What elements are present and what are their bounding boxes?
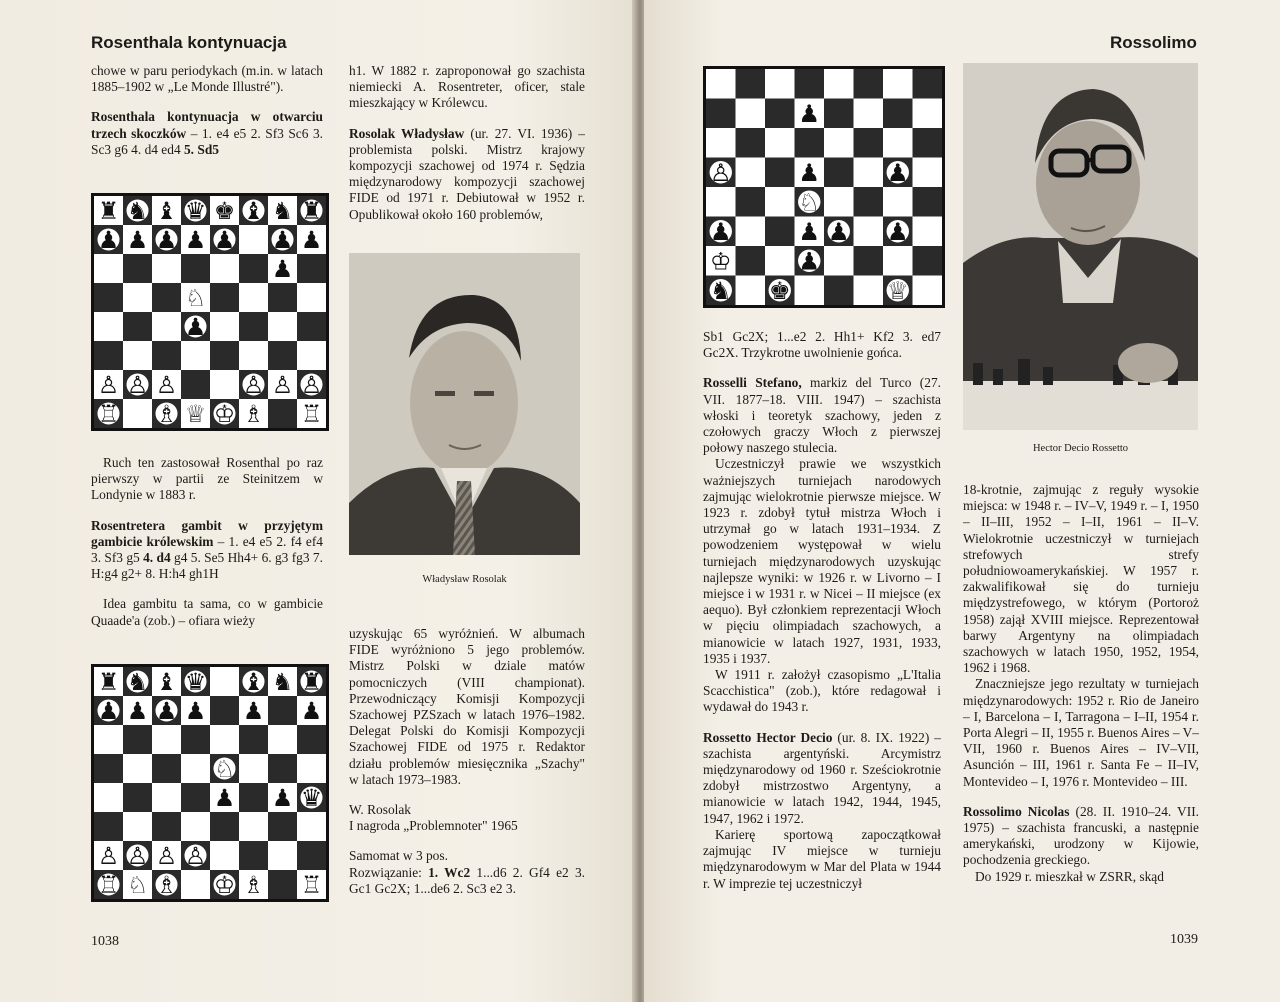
white-rook-icon: ♖: [300, 400, 323, 428]
black-king-icon: ♚: [768, 277, 791, 305]
black-pawn-icon: ♟: [184, 697, 207, 726]
paragraph: chowe w paru periodykach (m.in. w latach 1885–1902 w „Le Monde Illustré").: [91, 63, 323, 95]
entry-heading: Rossolimo Nicolas: [963, 803, 1070, 819]
board-square: [824, 246, 854, 276]
entry-rosselli: [703, 375, 941, 456]
paragraph: Ruch ten zastosował Rosenthal po raz pierwszy w partii ze Steinitzem w Londynie w 1883 r.: [91, 455, 323, 503]
board-square: [297, 312, 326, 341]
left-column-1b: [91, 455, 323, 629]
board-square: [297, 283, 326, 312]
entry-text: (ur. 8. IX. 1922) – szachista argentyński. Arcymistrz międzynarodowy od 1960 r. Sześciokrotnie zdobył mistrzostwo Argentyny, a mianowicie w latach 1942, 1944, 1945, 1947, 1962 i 1972.: [703, 729, 942, 826]
white-queen-icon: ♕: [184, 400, 207, 428]
board-square: [239, 283, 268, 312]
board-square: [152, 254, 181, 283]
portrait-photo-rosolak: [349, 253, 580, 555]
entry-rossolimo: [963, 804, 1199, 869]
black-pawn-icon: ♟: [97, 226, 120, 255]
black-pawn-icon: ♟: [798, 218, 821, 247]
white-pawn-icon: ♙: [300, 371, 323, 400]
board-square: [854, 158, 884, 188]
white-pawn-icon: ♙: [155, 371, 178, 400]
black-pawn-icon: ♟: [184, 226, 207, 255]
board-square: [123, 754, 152, 783]
black-rook-icon: ♜: [97, 197, 120, 226]
board-square: [239, 812, 268, 841]
board-square: [181, 870, 210, 899]
white-knight-icon: ♘: [213, 755, 236, 784]
white-bishop-icon: ♗: [242, 400, 265, 428]
white-pawn-icon: ♙: [184, 842, 207, 871]
paragraph: Idea gambitu ta sama, co w gambicie Quaade'a (zob.) – ofiara wieży: [91, 596, 323, 628]
board-square: [181, 341, 210, 370]
board-square: [854, 187, 884, 217]
left-page: [0, 0, 636, 1002]
board-square: [824, 276, 854, 306]
solution-text: 1...d6 2. Gf4 e2 3. Gc1 Gc2X; 1...de6 2. Sc3 e2 3.: [349, 864, 585, 896]
board-square: [181, 783, 210, 812]
white-pawn-icon: ♙: [242, 371, 265, 400]
white-pawn-icon: ♙: [709, 159, 732, 188]
board-square: [152, 812, 181, 841]
board-square: [824, 69, 854, 99]
board-square: [706, 128, 736, 158]
left-column-2: [349, 63, 585, 223]
paragraph: uzyskując 65 wyróżnień. W albumach FIDE wyróżniono 5 jego problemów. Mistrz Polski w dziale matów pomocniczych (VIII championat). Przewodniczący Komisji Kompozycji Szachowej PZSzach w latach 1976–1982. Delegat Polski do Komisji Kompozycji Szachowej FIDE od 1975 r. Redaktor działu problemów miesięcznika „Szachy" w latach 1973–1983.: [349, 626, 585, 787]
black-rook-icon: ♜: [300, 197, 323, 226]
board-square: [210, 341, 239, 370]
chess-diagram-rosenthal: [91, 193, 329, 431]
white-bishop-icon: ♗: [242, 871, 265, 899]
board-square: [736, 187, 766, 217]
board-square: [268, 841, 297, 870]
entry-text: (ur. 27. VI. 1936) – problemista polski. Mistrz krajowy kompozycji szachowej od 1974 r. Sędzia międzynarodowy kompozycji szachowej FIDE od 1971 r. Debiutował w 1952 r. Opublikował około 160 problemów,: [349, 125, 585, 222]
board-square: [854, 99, 884, 129]
board-square: [913, 217, 943, 247]
board-square: [736, 276, 766, 306]
black-knight-icon: ♞: [709, 277, 732, 305]
board-square: [123, 399, 152, 428]
board-square: [181, 254, 210, 283]
board-square: [795, 69, 825, 99]
entry-heading: Rosolak Władysław: [349, 125, 465, 141]
black-pawn-icon: ♟: [271, 255, 294, 284]
board-square: [824, 187, 854, 217]
black-pawn-icon: ♟: [798, 100, 821, 129]
entry-rosolak: [349, 126, 585, 223]
board-square: [795, 276, 825, 306]
paragraph: Sb1 Gc2X; 1...e2 2. Hh1+ Kf2 3. ed7 Gc2X. Trzykrotne uwolnienie gońca.: [703, 329, 941, 361]
entry-text: – 1. e4 e5 2. f4 ef4 3. Sf3 g5: [91, 533, 323, 566]
board-square: [181, 370, 210, 399]
board-square: [765, 99, 795, 129]
board-square: [239, 254, 268, 283]
board-square: [883, 128, 913, 158]
white-king-icon: ♔: [709, 247, 732, 276]
board-square: [94, 812, 123, 841]
board-square: [268, 725, 297, 754]
board-square: [795, 128, 825, 158]
board-square: [268, 754, 297, 783]
board-square: [152, 754, 181, 783]
black-knight-icon: ♞: [126, 668, 149, 697]
board-square: [913, 128, 943, 158]
board-square: [854, 246, 884, 276]
board-square: [152, 312, 181, 341]
page-number-right: 1039: [1170, 932, 1198, 947]
black-pawn-icon: ♟: [300, 697, 323, 726]
board-square: [152, 341, 181, 370]
entry-text: g4 5. Se5 Hh4+ 6. g3 fg3 7. H:g4 g2+ 8. H:h4 gh1H: [91, 550, 323, 582]
black-pawn-icon: ♟: [300, 226, 323, 255]
board-square: [765, 128, 795, 158]
black-pawn-icon: ♟: [184, 313, 207, 342]
black-pawn-icon: ♟: [97, 697, 120, 726]
white-rook-icon: ♖: [97, 871, 120, 899]
board-square: [94, 725, 123, 754]
board-square: [94, 254, 123, 283]
white-pawn-icon: ♙: [126, 842, 149, 871]
left-running-header: Rosenthala kontynuacja: [91, 33, 287, 52]
white-pawn-icon: ♙: [126, 371, 149, 400]
black-bishop-icon: ♝: [155, 668, 178, 697]
white-pawn-icon: ♙: [97, 371, 120, 400]
board-square: [210, 370, 239, 399]
board-square: [268, 341, 297, 370]
board-square: [152, 725, 181, 754]
board-square: [736, 217, 766, 247]
right-page: [644, 0, 1280, 1002]
entry-rosenthal: [91, 109, 323, 158]
board-square: [706, 69, 736, 99]
board-square: [883, 69, 913, 99]
board-square: [239, 312, 268, 341]
chess-diagram-rosentreter: [91, 664, 329, 902]
entry-text: (28. II. 1910–24. VII. 1975) – szachista francuski, a następnie amerykański, urodzony w Kijowie, pochodzenia greckiego.: [963, 803, 1199, 868]
white-rook-icon: ♖: [300, 871, 323, 899]
entry-heading: Rosselli Stefano,: [703, 375, 802, 391]
white-queen-icon: ♕: [886, 277, 909, 305]
black-bishop-icon: ♝: [242, 668, 265, 697]
board-square: [210, 312, 239, 341]
board-square: [239, 754, 268, 783]
board-square: [913, 276, 943, 306]
board-square: [123, 812, 152, 841]
black-knight-icon: ♞: [126, 197, 149, 226]
portrait-photo-rossetto: [963, 63, 1198, 430]
board-square: [210, 254, 239, 283]
board-square: [210, 841, 239, 870]
black-pawn-icon: ♟: [126, 697, 149, 726]
board-square: [765, 158, 795, 188]
board-square: [913, 99, 943, 129]
entry-text-bold: 4. d4: [143, 550, 171, 566]
board-square: [94, 783, 123, 812]
entry-text: – 1. e4 e5 2. Sf3 Sc6 3. Sc3 g6 4. d4 ed4: [91, 125, 323, 157]
paragraph: Uczestniczył prawie we wszystkich ważniejszych turniejach narodowych zajmując wielokrotnie pierwsze miejsce. W 1923 r. zdobył tytuł mistrza Włoch i utrzymał go w latach 1931–1934. Z powodzeniem występował w wielu turniejach międzynarodowych uzyskując najlepsze wyniki: w 1926 r. w Livorno – I miejsce i w 1931 r. w Nicei – II miejsce (ex aequo). Był członkiem reprezentacji Włoch w pięciu olimpiadach szachowych, a mianowicie w latach 1927, 1931, 1933, 1935 i 1937.: [703, 456, 941, 666]
solution-key-move: 1. Wc2: [428, 864, 471, 880]
board-square: [123, 254, 152, 283]
white-king-icon: ♔: [213, 400, 236, 428]
left-column-2b: [349, 626, 585, 897]
board-square: [765, 246, 795, 276]
entry-rossetto: [703, 730, 941, 827]
board-square: [268, 696, 297, 725]
board-square: [297, 725, 326, 754]
entry-heading: Rosentretera gambit w przyjętym gambicie królewskim: [91, 517, 323, 549]
black-pawn-icon: ♟: [126, 226, 149, 255]
white-pawn-icon: ♙: [155, 842, 178, 871]
board-square: [94, 312, 123, 341]
black-pawn-icon: ♟: [886, 159, 909, 188]
photo-caption-rossetto: Hector Decio Rossetto: [1032, 443, 1129, 454]
board-square: [736, 128, 766, 158]
black-rook-icon: ♜: [97, 668, 120, 697]
photo-caption-rosolak: Władysław Rosolak: [422, 574, 507, 585]
board-square: [883, 99, 913, 129]
right-running-header: Rossolimo: [1110, 33, 1197, 52]
board-square: [123, 783, 152, 812]
board-square: [152, 783, 181, 812]
board-square: [268, 870, 297, 899]
white-knight-icon: ♘: [798, 188, 821, 217]
board-square: [765, 69, 795, 99]
white-pawn-icon: ♙: [97, 842, 120, 871]
board-square: [824, 128, 854, 158]
board-square: [239, 341, 268, 370]
paragraph: 18-krotnie, zajmując z reguły wysokie miejsca: w 1948 r. – IV–V, 1949 r. – I, 1950 – II–III, 1952 – I–II, 1961 – II–V. Wielokrotnie uczestniczył w turniejach strefowych strefy południowoamerykańskiej. W 1957 r. zakwalifikował się do turnieju międzystrefowego, w którym (Portoroż 1958) zajął XVIII miejsce. Reprezentował barwy Argentyny na olimpiadach szachowych w latach 1950, 1952, 1954, 1962 i 1968.: [963, 482, 1199, 676]
board-square: [765, 187, 795, 217]
board-square: [210, 812, 239, 841]
board-square: [268, 812, 297, 841]
board-square: [210, 696, 239, 725]
board-square: [239, 783, 268, 812]
black-pawn-icon: ♟: [242, 697, 265, 726]
paragraph: h1. W 1882 r. zaproponował go szachista niemiecki A. Rosentreter, oficer, stale mieszkający w Królewcu.: [349, 63, 585, 111]
board-square: [297, 341, 326, 370]
black-pawn-icon: ♟: [886, 218, 909, 247]
black-pawn-icon: ♟: [155, 697, 178, 726]
white-bishop-icon: ♗: [155, 400, 178, 428]
problem-solution: [349, 865, 585, 897]
paragraph: W 1911 r. założył czasopismo „L'Italia Scacchistica" (zob.), które redagował i wydawał do 1943 r.: [703, 667, 941, 715]
board-square: [736, 158, 766, 188]
black-knight-icon: ♞: [271, 668, 294, 697]
board-square: [883, 246, 913, 276]
chess-diagram-problem: [703, 66, 945, 308]
board-square: [152, 283, 181, 312]
board-square: [854, 69, 884, 99]
black-pawn-icon: ♟: [213, 784, 236, 813]
black-bishop-icon: ♝: [155, 197, 178, 226]
board-square: [854, 128, 884, 158]
board-square: [913, 69, 943, 99]
board-square: [94, 283, 123, 312]
problem-award: I nagroda „Problemnoter" 1965: [349, 818, 518, 834]
board-square: [297, 754, 326, 783]
white-bishop-icon: ♗: [155, 871, 178, 899]
problem-stipulation: Samomat w 3 pos.: [349, 848, 448, 864]
left-column-1: [91, 63, 323, 158]
board-square: [239, 225, 268, 254]
board-square: [123, 725, 152, 754]
black-queen-icon: ♛: [184, 197, 207, 226]
board-square: [268, 283, 297, 312]
board-square: [297, 812, 326, 841]
right-column-2: [963, 482, 1199, 885]
board-square: [123, 341, 152, 370]
white-knight-icon: ♘: [184, 284, 207, 313]
board-square: [297, 841, 326, 870]
black-queen-icon: ♛: [300, 784, 323, 813]
board-square: [123, 312, 152, 341]
black-pawn-icon: ♟: [827, 218, 850, 247]
board-square: [824, 158, 854, 188]
board-square: [736, 69, 766, 99]
board-square: [854, 217, 884, 247]
board-square: [239, 725, 268, 754]
board-square: [297, 254, 326, 283]
board-square: [736, 246, 766, 276]
chess-board: [706, 69, 942, 305]
black-pawn-icon: ♟: [213, 226, 236, 255]
white-king-icon: ♔: [213, 871, 236, 899]
board-square: [854, 276, 884, 306]
paragraph: Do 1929 r. mieszkał w ZSRR, skąd: [975, 868, 1164, 884]
entry-heading: Rosenthala kontynuacja w otwarciu trzech skoczków: [91, 109, 323, 141]
board-square: [181, 754, 210, 783]
page-number-left: 1038: [91, 934, 119, 949]
board-square: [210, 283, 239, 312]
board-square: [210, 725, 239, 754]
board-square: [268, 312, 297, 341]
paragraph: Znaczniejsze jego rezultaty w turniejach międzynarodowych: 1952 r. Rio de Janeiro – I, Barcelona – I, Tarragona – I–II, 1954 r. Porta Alegri – II, 1955 r. Buenos Aires – V–VII, 1960 r. Buenos Aires – IV–VII, Asunción – III, 1961 r. Santa Fe – II–IV, Montevideo – I, 1976 r. Montevideo – III.: [963, 676, 1199, 789]
paragraph: Karierę sportową zapoczątkował zajmując IV miejsce w turnieju międzynarodowym w Mar del Plata w 1944 r. W imprezie tej uczestniczył: [703, 826, 941, 891]
black-king-icon: ♚: [213, 197, 236, 226]
black-pawn-icon: ♟: [271, 784, 294, 813]
board-square: [765, 217, 795, 247]
black-rook-icon: ♜: [300, 668, 323, 697]
chess-board: [94, 667, 326, 899]
board-square: [181, 725, 210, 754]
solution-label: Rozwiązanie:: [349, 864, 429, 880]
black-queen-icon: ♛: [184, 668, 207, 697]
chess-board: [94, 196, 326, 428]
black-knight-icon: ♞: [271, 197, 294, 226]
white-rook-icon: ♖: [97, 400, 120, 428]
board-square: [706, 187, 736, 217]
right-column-1: [703, 329, 941, 892]
black-pawn-icon: ♟: [271, 226, 294, 255]
board-square: [239, 841, 268, 870]
black-bishop-icon: ♝: [242, 197, 265, 226]
board-square: [94, 341, 123, 370]
board-square: [706, 99, 736, 129]
board-square: [123, 283, 152, 312]
board-square: [824, 99, 854, 129]
black-pawn-icon: ♟: [798, 159, 821, 188]
entry-text: markiz del Turco (27. VII. 1877–18. VIII. 1947) – szachista włoski i teoretyk szachowy, jeden z czołowych graczy Włoch z pierwszej połowy naszego stulecia.: [703, 375, 941, 456]
board-square: [913, 158, 943, 188]
entry-text-bold: 5. Sd5: [183, 141, 219, 157]
board-square: [94, 754, 123, 783]
white-pawn-icon: ♙: [271, 371, 294, 400]
board-square: [210, 667, 239, 696]
board-square: [181, 812, 210, 841]
board-square: [736, 99, 766, 129]
board-square: [913, 187, 943, 217]
black-pawn-icon: ♟: [709, 218, 732, 247]
white-knight-icon: ♘: [126, 871, 149, 899]
entry-heading: Rossetto Hector Decio: [703, 729, 833, 745]
problem-author: W. Rosolak: [349, 802, 411, 818]
board-square: [883, 187, 913, 217]
board-square: [913, 246, 943, 276]
board-square: [268, 399, 297, 428]
black-pawn-icon: ♟: [798, 247, 821, 276]
black-pawn-icon: ♟: [155, 226, 178, 255]
entry-rosentreter: [91, 518, 323, 583]
